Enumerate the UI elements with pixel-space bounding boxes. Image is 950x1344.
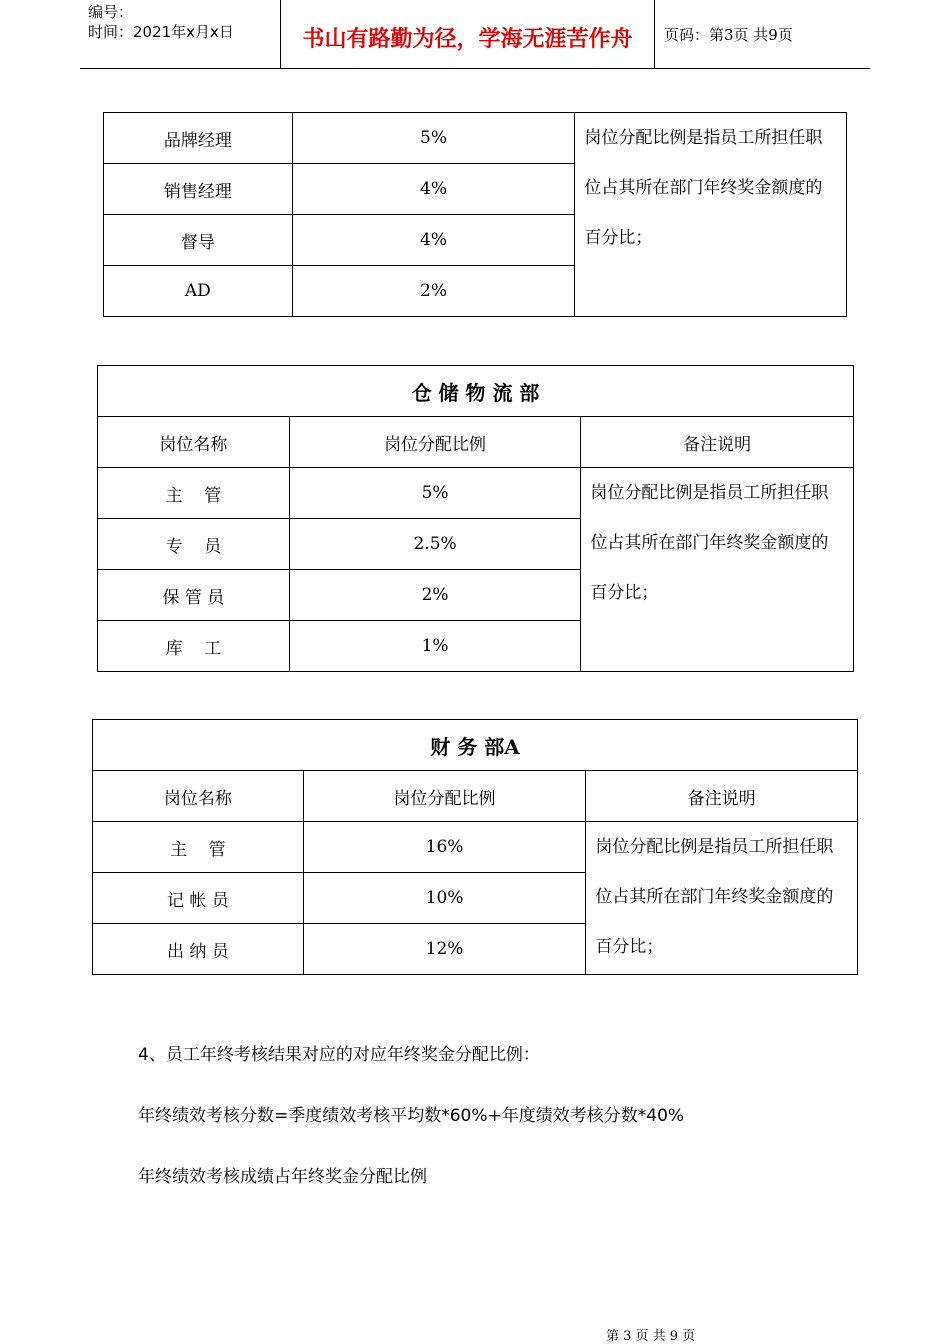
header-page-number: 页码：第3页 共9页 bbox=[664, 26, 793, 44]
table-row bbox=[98, 468, 854, 519]
remark-note: 岗位分配比例是指员工所担任职位占其所在部门年终奖金额度的百分比； bbox=[586, 822, 858, 975]
table-title: 仓 储 物 流 部 bbox=[98, 366, 854, 417]
column-header: 岗位名称 bbox=[93, 771, 304, 822]
post-ratio: 2% bbox=[292, 266, 575, 317]
column-header: 岗位名称 bbox=[98, 417, 290, 468]
post-ratio: 2.5% bbox=[289, 519, 581, 570]
table-row bbox=[104, 113, 847, 164]
post-name: 保 管 员 bbox=[98, 570, 290, 621]
remark-note: 岗位分配比例是指员工所担任职位占其所在部门年终奖金额度的百分比； bbox=[575, 113, 847, 317]
post-ratio: 5% bbox=[289, 468, 581, 519]
table-sales-continued bbox=[103, 112, 847, 317]
header-meta bbox=[88, 2, 234, 42]
page-footer: 第 3 页 共 9 页 bbox=[606, 1329, 696, 1344]
header-number: 编号： bbox=[88, 3, 134, 21]
post-ratio: 16% bbox=[303, 822, 586, 873]
post-ratio: 12% bbox=[303, 924, 586, 975]
post-name: 出 纳 员 bbox=[93, 924, 304, 975]
header-divider bbox=[654, 0, 655, 68]
header-time: 时间：2021年x月x日 bbox=[88, 23, 234, 41]
table-row bbox=[93, 822, 858, 873]
post-ratio: 1% bbox=[289, 621, 581, 672]
column-header: 备注说明 bbox=[581, 417, 854, 468]
table-warehouse-logistics bbox=[97, 365, 854, 672]
remark-note: 岗位分配比例是指员工所担任职位占其所在部门年终奖金额度的百分比； bbox=[581, 468, 854, 672]
table-header-row bbox=[98, 417, 854, 468]
table-title: 财 务 部A bbox=[93, 720, 858, 771]
post-name: 主 管 bbox=[93, 822, 304, 873]
header-motto: 书山有路勤为径，学海无涯苦作舟 bbox=[302, 27, 633, 52]
post-name: 销售经理 bbox=[104, 164, 293, 215]
paragraph-text: 年终绩效考核成绩占年终奖金分配比例 bbox=[138, 1167, 427, 1187]
post-name: 库 工 bbox=[98, 621, 290, 672]
post-name: 专 员 bbox=[98, 519, 290, 570]
post-ratio: 4% bbox=[292, 215, 575, 266]
post-name: 督导 bbox=[104, 215, 293, 266]
page-header bbox=[80, 0, 870, 69]
post-ratio: 10% bbox=[303, 873, 586, 924]
column-header: 备注说明 bbox=[586, 771, 858, 822]
post-name: AD bbox=[104, 266, 293, 317]
table-finance-a bbox=[92, 719, 858, 975]
section-heading: 4、员工年终考核结果对应的对应年终奖金分配比例： bbox=[138, 1045, 540, 1065]
post-name: 记 帐 员 bbox=[93, 873, 304, 924]
table-header-row bbox=[93, 771, 858, 822]
post-name: 主 管 bbox=[98, 468, 290, 519]
post-name: 品牌经理 bbox=[104, 113, 293, 164]
post-ratio: 2% bbox=[289, 570, 581, 621]
post-ratio: 4% bbox=[292, 164, 575, 215]
formula-text: 年终绩效考核分数=季度绩效考核平均数*60%+年度绩效考核分数*40% bbox=[138, 1106, 685, 1126]
column-header: 岗位分配比例 bbox=[289, 417, 581, 468]
column-header: 岗位分配比例 bbox=[303, 771, 586, 822]
table-title-row bbox=[98, 366, 854, 417]
table-title-row bbox=[93, 720, 858, 771]
post-ratio: 5% bbox=[292, 113, 575, 164]
